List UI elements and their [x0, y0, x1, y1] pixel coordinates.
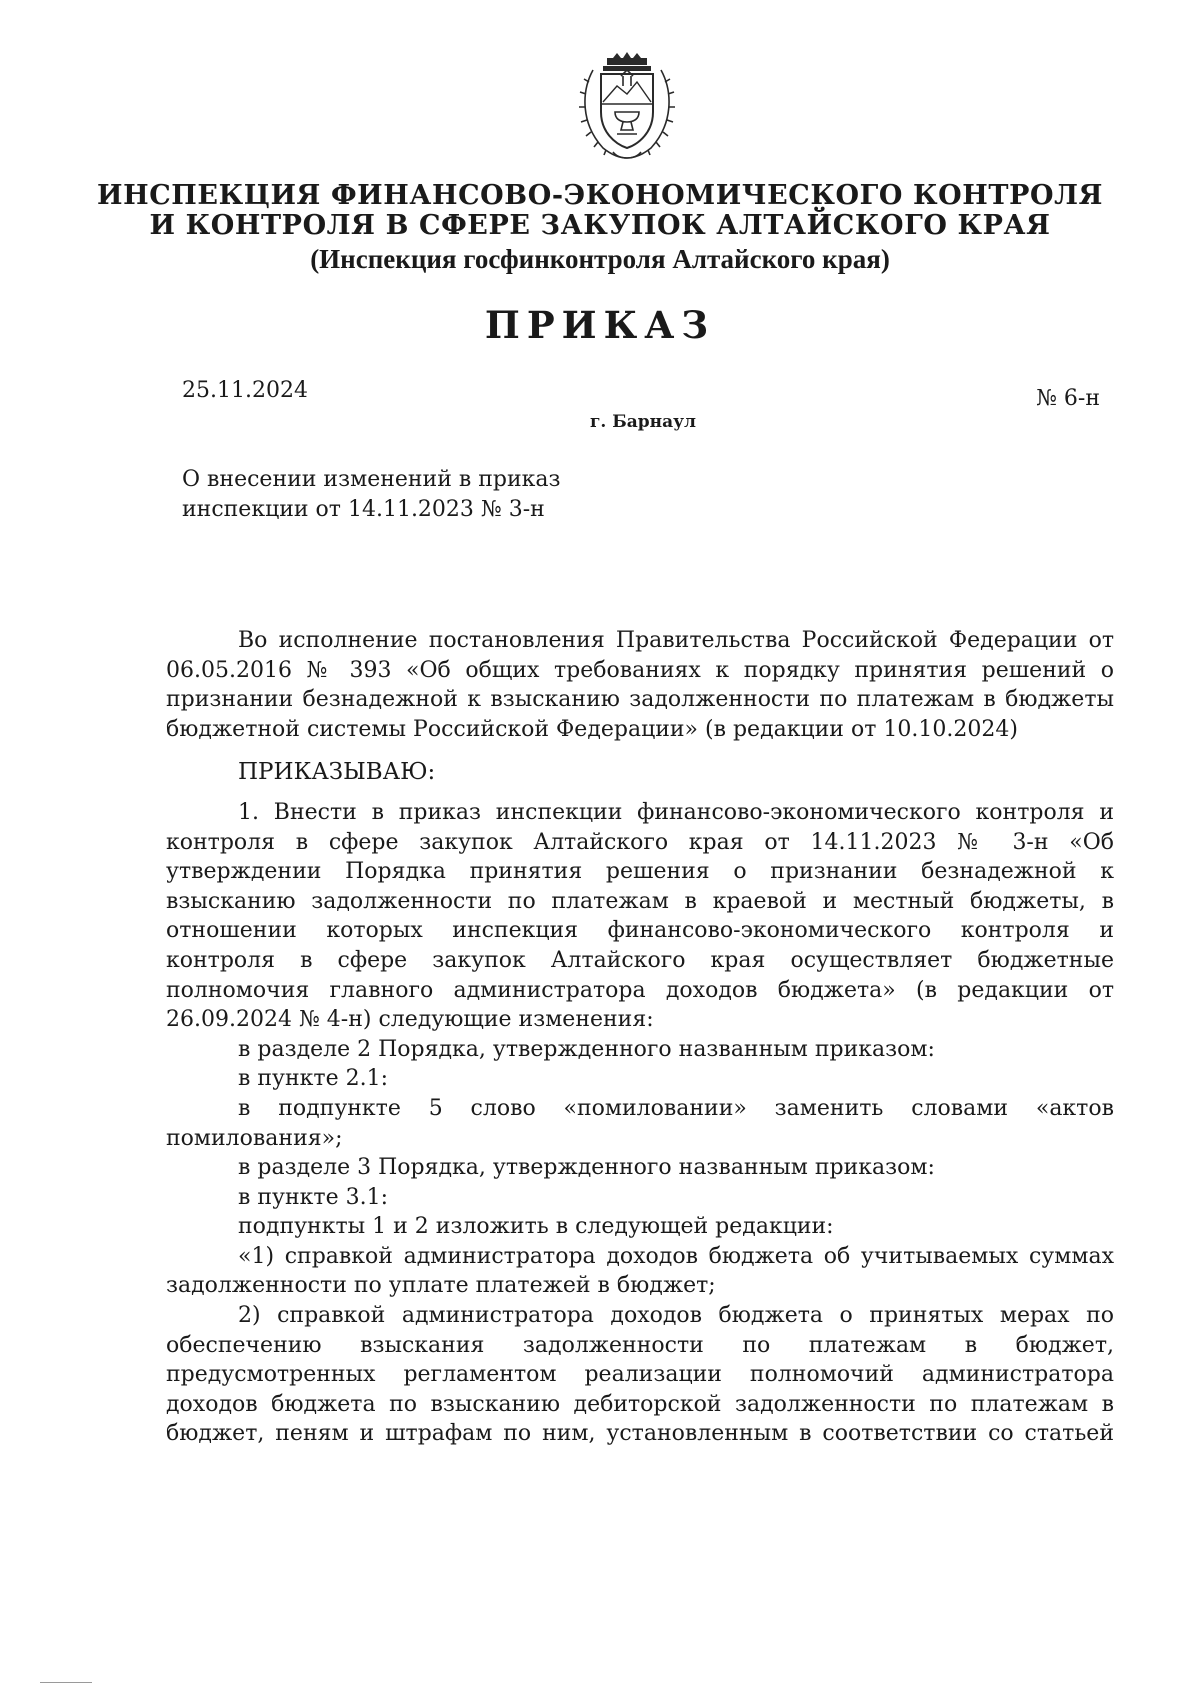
document-subject [182, 465, 561, 525]
paragraph-9: 2) справкой администратора доходов бюджета о принятых мерах по обеспечению взыскания задолженности по платежам в бюджет, предусмотренных регламентом реализации полномочий администратора доходов бюджета по взысканию дебиторской задолженности по платежам в бюджет, пеням и штрафам по ним, установленным в соответствии со статьей [166, 1303, 1114, 1447]
preamble-paragraph: Во исполнение постановления Правительства Российской Федерации от 06.05.2016 № 393 «Об общих требованиях к порядку принятия решений о признании безнадежной к взысканию задолженности по платежам в бюджеты бюджетной системы Российской Федерации» (в редакции от 10.10.2024) [166, 628, 1114, 742]
paragraph-8: «1) справкой администратора доходов бюджета об учитываемых суммах задолженности по уплате платежей в бюджет; [166, 1243, 1114, 1299]
document-title: ПРИКАЗ [484, 303, 716, 347]
document-body [166, 626, 1114, 1449]
org-name-line2: И КОНТРОЛЯ В СФЕРЕ ЗАКУПОК АЛТАЙСКОГО КРАЯ [149, 210, 1051, 241]
paragraph-7: подпункты 1 и 2 изложить в следующей редакции: [238, 1214, 834, 1240]
subject-line-1: О внесении изменений в приказ [182, 467, 561, 492]
paragraph-2: в разделе 2 Порядка, утвержденного названным приказом: [238, 1036, 935, 1062]
document-number: № 6-н [1036, 386, 1100, 411]
coat-of-arms-icon [573, 52, 681, 164]
paragraph-5: в разделе 3 Порядка, утвержденного названным приказом: [238, 1155, 935, 1181]
scan-mark [40, 1682, 92, 1683]
order-word: ПРИКАЗЫВАЮ: [238, 759, 436, 786]
paragraph-1: 1. Внести в приказ инспекции финансово-экономического контроля и контроля в сфере закупок Алтайского края от 14.11.2023 № 3-н «Об утверждении Порядка принятия решения о признании безнадежной к взысканию задолженности по платежам в краевой и местный бюджеты, в отношении которых инспекция финансово-экономического контроля и контроля в сфере закупок Алтайского края осуществляет бюджетные полномочия главного администратора доходов бюджета» (в редакции от 26.09.2024 № 4-н) следующие изменения: [166, 799, 1114, 1033]
document-date: 25.11.2024 [182, 378, 308, 403]
org-short-name: (Инспекция госфинконтроля Алтайского края) [310, 244, 890, 274]
document-city: г. Барнаул [590, 412, 697, 432]
paragraph-3: в пункте 2.1: [238, 1066, 388, 1092]
paragraph-6: в пункте 3.1: [238, 1184, 388, 1210]
org-name-line1: ИНСПЕКЦИЯ ФИНАНСОВО-ЭКОНОМИЧЕСКОГО КОНТРОЛЯ [97, 180, 1103, 211]
subject-line-2: инспекции от 14.11.2023 № 3-н [182, 497, 545, 522]
paragraph-4: в подпункте 5 слово «помиловании» заменить словами «актов помилования»; [166, 1095, 1114, 1151]
